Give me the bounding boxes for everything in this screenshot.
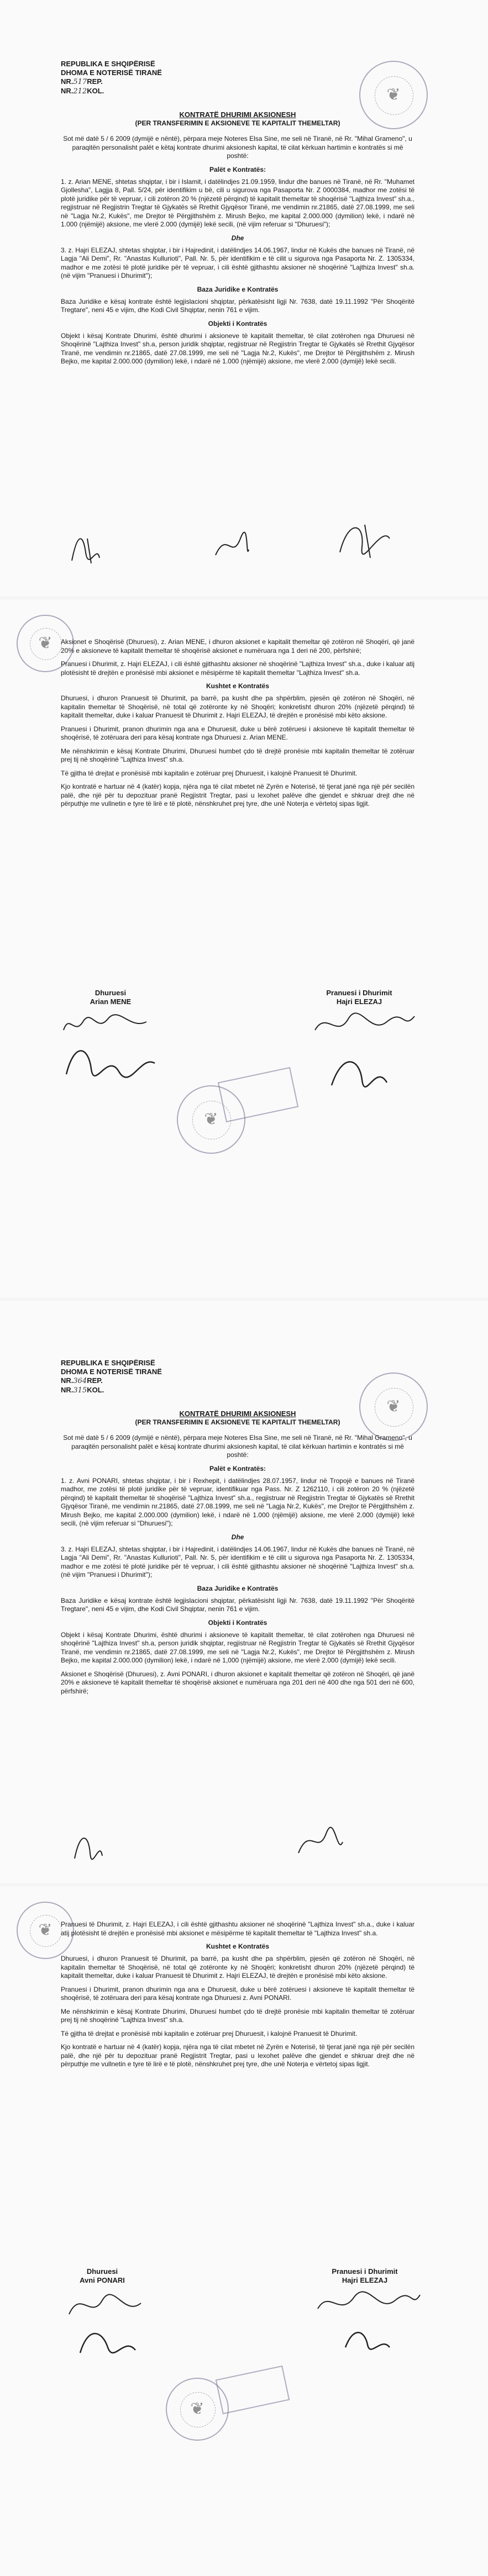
recipient-paragraph: Pranuesi i Dhurimit, z. Hajri ELEZAJ, i cili është gjithashtu aksioner në shoqërinë "Lajthiza Invest" sh.a., duke i kaluar atij plotësisht të drejtën e pronësisë mbi aksionet e mësipërme të kapitalit themeltar "Lajthiza Invest" sh.a.: [61, 660, 414, 677]
term-3: Me nënshkrimin e kësaj Kontrate Dhurimi, Dhuruesi humbet çdo të drejtë pronësie mbi kapitalin themeltar të zotëruar prej tij në shoqërinë "Lajthiza Invest" sh.a.: [61, 2007, 414, 2024]
parties-heading: Palët e Kontratës:: [209, 165, 266, 173]
donor-role: Dhuruesi: [95, 989, 127, 997]
party-donor: 1. z. Arian MENE, shtetas shqiptar, i bir i Islamit, i datëlindjes 21.09.1959, lindur dhe banues në Tiranë, në Rr. "Muhamet Gjollesha", Lagjja 8, Pall. 5/24, për identifikim u bë, cili u sigurova nga Pasaporta Nr. Z 0000384, madhor me zotësi të plotë juridike për të vepruar, i cili zotëron 20 % (njëzetë përqind) të kapitalit themeltar të shoqërisë "Lajthiza Invest" sh.a., regjistruar në Regjistrin Tregtar të Gjykatës së Rrethit Gjyqësor Tiranë, me vendimin nr.21865, datë 27.08.1999, me seli në "Lagja Nr.2, Kukës", me Drejtor të Përgjithshëm z. Mirush Bejko, me kapital 2.000.000 (dymilion) lekë, i ndarë në 1.000 (njëmijë) aksione, me vlerë 2.000 (dymijë) lekë secili, (në vijim referuar si "Dhuruesi");: [61, 177, 414, 228]
term-3: Me nënshkrimin e kësaj Kontrate Dhurimi, Dhuruesi humbet çdo të drejtë pronësie mbi kapitalin themeltar të zotëruar prej tij në shoqërinë "Lajthiza Invest" sh.a.: [61, 747, 414, 763]
term-1: Dhuruesi, i dhuron Pranuesit të Dhurimit, pa barrë, pa kusht dhe pa shpërblim, pjesën që zotëron në Shoqëri, në kapitalin themeltar të Shoqërisë, në total që zotëronte ky në Shoqëri; konkretisht dhuron 20% (njëzetë përqind) të kapitalit themeltar, duke i kaluar Pranuesit të Dhurimit z. Hajri ELEZAJ, të drejtën e pronësisë mbi këto aksione.: [61, 1955, 414, 1979]
intro-paragraph: Sot më datë 5 / 6 2009 (dymijë e nëntë), përpara meje Noteres Elsa Sine, me seli në Tiranë, në Rr. "Mihal Grameno", u paraqitën personalisht palët e kësaj kontrate dhurimi aksionesh kapital, të cilat kërkuan hartimin e kontratës si më poshtë:: [63, 1434, 412, 1459]
contract-subtitle: (PER TRANSFERIMIN E AKSIONEVE TE KAPITALIT THEMELTAR): [135, 1418, 340, 1426]
notary-seal: [177, 1085, 245, 1154]
recipient-name: Hajri ELEZAJ: [342, 2276, 388, 2284]
legal-basis-heading: Baza Juridike e Kontratës: [197, 285, 279, 293]
recipient-signature: [312, 2287, 423, 2367]
contract-title: KONTRATË DHURIMI AKSIONESH: [179, 110, 296, 119]
page-1: [0, 0, 488, 597]
eagle-emblem-icon: ❦: [386, 1397, 401, 1416]
donor-name: Avni PONARI: [80, 2276, 125, 2284]
initials-signature: [332, 514, 403, 566]
object-heading: Objekti i Kontratës: [208, 319, 267, 328]
recipient-name: Hajri ELEZAJ: [336, 997, 382, 1006]
initials-signature: [293, 1823, 348, 1870]
header-country: REPUBLIKA E SHQIPËRISË: [61, 1359, 155, 1367]
contract-title: KONTRATË DHURIMI AKSIONESH: [179, 1410, 296, 1418]
term-5: Kjo kontratë e hartuar në 4 (katër) kopja, njëra nga të cilat mbetet në Zyrën e Noterisë, të tjerat janë nga një për secilën palë, dhe një për tu depozituar pranë Regjistrit Tregtar, pasi u lexohet palëve dhe gjendet e shkruar drejt dhe në përputhje me vullnetin e tyre të lirë e të plotë, nënshkruhet prej tyre, dhe unë Noterja e vërtetoj sipas ligjit.: [61, 783, 414, 807]
signature-block-donor: [66, 989, 155, 1006]
legal-basis-paragraph: Baza Juridike e kësaj kontrate është legjislacioni shqiptar, përkatësisht ligji Nr. 7638, datë 19.11.1992 "Për Shoqëritë Tregtare", neni 45 e vijim, dhe Kodi Civil Shqiptar, nenin 761 e vijim.: [61, 1596, 414, 1613]
term-5: Kjo kontratë e hartuar në 4 (katër) kopja, njëra nga të cilat mbetet në Zyrën e Noterisë, të tjerat janë nga një për secilën palë, dhe një për tu depozituar pranë Regjistrit Tregtar, pasi u lexohet palëve dhe gjendet e shkruar drejt dhe në përputhje me vullnetin e tyre të lirë e të plotë, nënshkruhet prej tyre, dhe unë Noterja e vërtetoj sipas ligjit.: [61, 2043, 414, 2068]
recipient-role: Pranuesi i Dhurimit: [326, 989, 392, 997]
eagle-emblem-icon: ❦: [38, 634, 53, 652]
page-4: [0, 1886, 488, 2576]
page-3: [0, 1301, 488, 1883]
and-separator: Dhe: [231, 234, 244, 242]
header-country: REPUBLIKA E SHQIPËRISË: [61, 60, 155, 68]
terms-heading: Kushtet e Kontratës: [206, 682, 270, 690]
intro-paragraph: Sot më datë 5 / 6 2009 (dymijë e nëntë), përpara meje Noteres Elsa Sine, me seli në Tiranë, në Rr. "Mihal Grameno", u paraqitën personalisht palët e këtaj kontrate dhurimi aksionesh kapital, të cilat kërkuan hartimin e kontratës si më poshtë:: [63, 135, 412, 160]
recipient-paragraph: Pranuesi të Dhurimit, z. Hajri ELEZAJ, i cili është gjithashtu aksioner në shoqërinë "Lajthiza Invest" sh.a., duke i kaluar atij plotësisht të drejtën e pronësisë mbi aksionet e mësipërme të kapitalit themeltar të "Lajthiza Invest" sh.a.: [61, 1920, 414, 1937]
eagle-emblem-icon: ❦: [204, 1110, 218, 1128]
notary-seal: [166, 2378, 229, 2441]
contract-subtitle: (PER TRANSFERIMIN E AKSIONEVE TE KAPITALIT THEMELTAR): [135, 119, 340, 127]
signature-block-recipient: [304, 989, 414, 1006]
header-nr-kol: NR.315KOL.: [61, 1386, 104, 1395]
party-recipient: 3. z. Hajri ELEZAJ, shtetas shqiptar, i bir i Hajredinit, i datëlindjes 14.06.1967, lindur në Kukës dhe banues në Tiranë, në Lagja "Ali Demi", Rr. "Anastas Kullurioti", Pall. Nr. 5, për identifikim e të cilit u sigurova nga Pasaporta Nr. Z. 1305334, madhor e me zotësi të plotë juridike për të vepruar, i cili është gjithashtu aksioner në shoqërinë "Lajthiza Invest" sh.a. (në vijim "Pranuesi i Dhurimit");: [61, 1545, 414, 1579]
page-2: [0, 599, 488, 1298]
donor-role: Dhuruesi: [86, 2267, 118, 2276]
eagle-emblem-icon: ❦: [38, 1921, 53, 1939]
header-nr-rep: NR.364REP.: [61, 1376, 103, 1385]
term-4: Të gjitha të drejtat e pronësisë mbi kapitalin e zotëruar prej Dhuruesit, i kalojnë Pranuesit të Dhurimit.: [61, 2029, 358, 2037]
signature-block-donor: [58, 2267, 146, 2285]
shares-donated-paragraph: Aksionet e Shoqërisë (Dhuruesi), z. Arian MENE, i dhuron aksionet e kapitalit themeltar që zotëron në Shoqëri, që janë 20% e aksioneve të kapitalit themeltar të shoqërisë aksionet e numëruara nga 1 deri në 200, përfshirë;: [61, 638, 414, 654]
and-separator: Dhe: [231, 1533, 244, 1541]
recipient-role: Pranuesi i Dhurimit: [332, 2267, 398, 2276]
legal-basis-paragraph: Baza Juridike e kësaj kontrate është legjislacioni shqiptar, përkatësisht ligji Nr. 7638, datë 19.11.1992 "Për Shoqëritë Tregtare", neni 45 e vijim, dhe Kodi Civil Shqiptar, nenin 761 e vijim.: [61, 297, 414, 314]
initials-signature: [69, 1825, 113, 1867]
donor-signature: [64, 2287, 163, 2367]
terms-heading: Kushtet e Kontratës: [206, 1942, 270, 1950]
term-2: Pranuesi i Dhurimit, pranon dhurimin nga ana e Dhuruesit, duke u bërë zotëruesi i aksioneve të kapitalit themeltar të shoqërisë, të zotëruara deri para kësaj kontrate nga Dhuruesi z. Avni PONARI.: [61, 1985, 414, 2002]
object-paragraph: Objekt i kësaj Kontrate Dhurimi, është dhurimi i aksioneve të kapitalit themeltar, të cilat zotërohen nga Dhuruesi në shoqërinë "Lajthiza Invest" sh.a, person juridik shqiptar, regjistruar në Regjistrin Tregtar të Gjykatës së Rrethit Gjyqësor Tiranë, me vendimin nr.21865, datë 27.08.1999, me seli në "Lagja Nr.2, Kukës", me Drejtor të Përgjithshëm z. Mirush Bejko, me kapital 2.000.000 (dymilion) lekë, i ndarë në 1,000 (njëmijë) aksione, me vlerë 2.000 (dymijë) lekë secili.: [61, 1630, 414, 1664]
recipient-signature: [309, 1008, 420, 1099]
initials-signature: [66, 527, 116, 569]
header-nr-rep: NR.517REP.: [61, 77, 103, 86]
eagle-emblem-icon: ❦: [386, 86, 401, 104]
term-1: Dhuruesi, i dhuron Pranuesit të Dhurimit, pa barrë, pa kusht dhe pa shpërblim, pjesën që zotëron në Shoqëri, në kapitalin themeltar të Shoqërisë, në total që zotëronte ky në Shoqëri; konkretisht dhuron 20% (njëzetë përqind) të kapitalit themeltar, duke i kaluar Pranuesit të Dhurimit z. Hajri ELEZAJ, të drejtën e pronësisë mbi këto aksione.: [61, 694, 414, 719]
object-heading: Objekti i Kontratës: [208, 1618, 267, 1627]
parties-heading: Palët e Kontratës:: [209, 1464, 266, 1472]
object-paragraph: Objekt i kësaj Kontrate Dhurimi, është dhurimi i aksioneve të kapitalit themeltar, të cilat zotërohen nga Dhuruesi në Shoqërinë "Lajthiza Invest" sh.a, person juridik shqiptar, regjistruar në Regjistrin Tregtar të Gjykatës së Rrethit Gjyqësor Tiranë, me vendimin nr.21865, datë 27.08.1999, me seli në "Lagja Nr.2, Kukës", me Drejtor të Përgjithshëm z. Mirush Bejko, me kapital 2.000.000 (dymilion) lekë, i ndarë në 1.000 (njëmijë) aksione, me vlerë 2.000 (dymijë) lekë secili.: [61, 331, 414, 365]
legal-basis-heading: Baza Juridike e Kontratës: [197, 1584, 279, 1592]
signature-block-recipient: [309, 2267, 420, 2285]
header-chamber: DHOMA E NOTERISË TIRANË: [61, 1368, 162, 1376]
term-2: Pranuesi i Dhurimit, pranon dhurimin nga ana e Dhuruesit, duke u bërë zotëruesi i aksioneve të kapitalit themeltar të shoqërisë, të zotëruara deri para kësaj kontrate nga Dhuruesi z. Arian MENE.: [61, 725, 414, 741]
donor-name: Arian MENE: [90, 997, 132, 1006]
header-nr-kol: NR.212KOL.: [61, 87, 104, 96]
initials-signature: [210, 527, 254, 569]
eagle-emblem-icon: ❦: [190, 2400, 204, 2418]
donor-signature: [58, 1008, 169, 1094]
shares-donated-paragraph: Aksionet e Shoqërisë (Dhuruesi), z. Avni PONARI, i dhuron aksionet e kapitalit themeltar që zotëron në Shoqëri, që janë 20% e aksioneve të kapitalit themeltar të shoqërisë aksionet e numëruara nga 201 deri në 400 dhe nga 501 deri në 600, përfshirë;: [61, 1670, 414, 1695]
party-donor: 1. z. Avni PONARI, shtetas shqiptar, i bir i Rexhepit, i datëlindjes 28.07.1957, lindur në Tropojë e banues në Tiranë madhor, me zotësi të plotë juridike për të vepruar, identifikuar nga Pass. Nr. Z 1262110, i cili zotëron 20 % (njëzetë përqind) të kapitalit themeltar të shoqërisë "Lajthiza Invest" sh.a., regjistruar në Regjistrin Tregtar të Gjykatës së Rrethit Gjyqësor Tiranë, me vendimin nr.21865, datë 27.08.1999, me seli në "Lagja Nr.2, Kukës", me Drejtor të Përgjithshëm z. Mirush Bejko, me kapital 2.000.000 (dymilion) lekë, i ndarë në 1.000 (njëmijë) aksione, me vlerë 2.000 (dymijë) lekë secili, (në vijim referuar si "Dhuruesi");: [61, 1476, 414, 1527]
party-recipient: 3. z. Hajri ELEZAJ, shtetas shqiptar, i bir i Hajredinit, i datëlindjes 14.06.1967, lindur në Kukës dhe banues në Tiranë, në Lagja "Ali Demi", Rr. "Anastas Kullurioti", Pall. Nr. 5, për identifikim e të cilit u sigurova nga Pasaporta Nr. Z. 1305334, madhor e me zotësi të plotë juridike për të vepruar, i cili është gjithashtu aksioner në shoqërinë "Lajthiza Invest" sh.a. (në vijim "Pranuesi i Dhurimit");: [61, 246, 414, 279]
term-4: Të gjitha të drejtat e pronësisë mbi kapitalin e zotëruar prej Dhuruesit, i kalojnë Pranuesit të Dhurimit.: [61, 769, 358, 777]
header-chamber: DHOMA E NOTERISË TIRANË: [61, 68, 162, 77]
